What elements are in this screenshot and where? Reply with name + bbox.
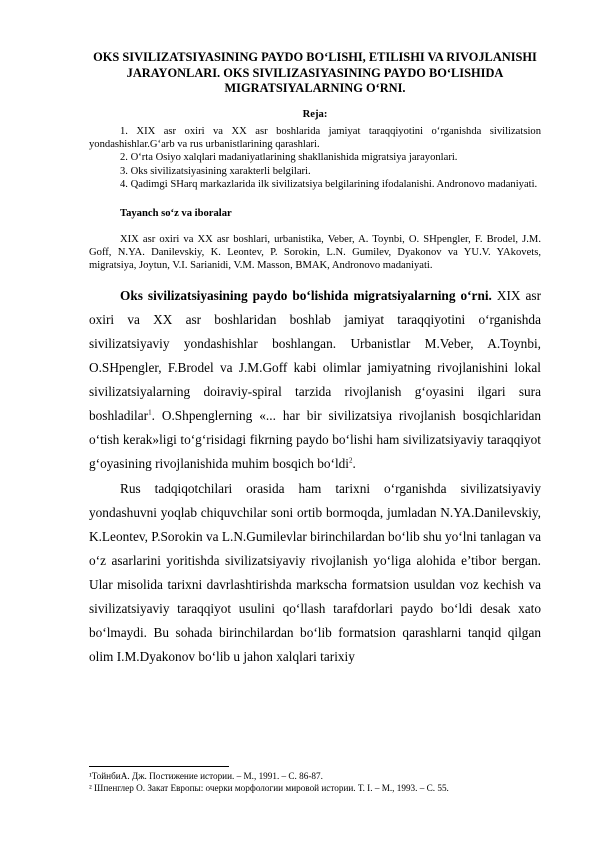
footnote-1: ¹ТойнбиА. Дж. Постижение истории. – М., 1991. – С. 86-87.: [89, 771, 323, 781]
keywords-text: XIX asr oxiri va XX asr boshlari, urbanistika, Veber, A. Toynbi, O. SHpengler, F. Brodel, J.M. Goff, N.YA. Danilevskiy, K. Leontev, P. Sorokin, L.N. Gumilev, Dyakonov va YU.V. YAkovets, migratsiya, Joytun, V.I. Sarianidi, V.M. Masson, BMAK, Andronovo madaniyati.: [89, 233, 541, 272]
footnotes: [89, 770, 541, 794]
page-title: OKS SIVILIZATSIYASINING PAYDO BO‘LISHI, ETILISHI VA RIVOJLANISHI JARAYONLARI. OKS SIVILIZASIYASINING PAYDO BO‘LISHIDA MIGRATSIYALARNING O‘RNI.: [93, 50, 537, 95]
plan-item: 2. O‘rta Osiyo xalqlari madaniyatlarining shakllanishida migratsiya jarayonlari.: [120, 152, 458, 164]
body-text: .: [352, 456, 356, 472]
body-paragraph-2: Rus tadqiqotchilari orasida ham tarixni o‘rganishda sivilizatsiyaviy yondashuvni yoqlab chiquvchilar soni ortib bormoqda, jumladan N.YA.Danilevskiy, K.Leontev, P.Sorokin va L.N.Gumilevlar birinchilardan bo‘lib shu yo‘lni tanlagan va o‘z asarlarini yoritishda sivilizatsiyaviy rivojlanish yo‘liga alohida e’tibor bergan. Ular misolida tarixni davrlashtirishda markscha formatsion usuldan voz kechish va sivilizatsiyaviy taraqqiyot usulini qo‘llash tarafdorlari paydo bo‘ldi desak xato bo‘lmaydi. Bu sohada birinchilardan bo‘lib formatsion qarashlarni tanqid qilgan olim I.M.Dyakonov bo‘lib u jahon xalqlari tarixiy: [89, 480, 541, 665]
footnote-ref-1: 1: [148, 408, 152, 417]
plan-item: 1. XIX asr oxiri va XX asr boshlarida jamiyat taraqqiyotini o‘rganishda sivilizatsion yondashishlar.G‘arb va rus urbanistlarining qarashlari.: [89, 125, 541, 150]
body-paragraph-1: [89, 284, 541, 477]
footnote-2: ² Шпенглер О. Закат Европы: очерки морфологии мировой истории. Т. I. – М., 1993. – С. 55.: [89, 783, 449, 793]
keywords-heading: Tayanch so‘z va iboralar: [120, 207, 232, 219]
footnote-divider: [89, 766, 229, 767]
footnote-ref-2: 2: [349, 456, 353, 465]
body-text: . O.Shpenglerning «... har bir sivilizatsiya rivojlanish bosqichlaridan o‘tish kerak»ligi to‘g‘risidagi fikrning paydo bo‘lishi ham sivilizatsiyaviy taraqqiyot g‘oyasining rivojlanishida muhim bosqich bo‘ldi: [89, 408, 541, 472]
section-lead-heading: Oks sivilizatsiyasining paydo bo‘lishida migratsiyalarning o‘rni.: [120, 287, 492, 303]
body-text: XIX asr oxiri va XX asr boshlaridan boshlab jamiyat taraqqiyotini o‘rganishda sivilizatsiyaviy yondashishlar boshlangan. Urbanistlar M.Veber, A.Toynbi, O.SHpengler, F.Brodel va J.M.Goff kabi olimlar jamiyatning rivojlanishini lokal sivilizatsiyalarning doiraviy-spiral tarzida rivojlanish g‘oyasini ilgari sura boshladilar: [89, 287, 542, 424]
plan-heading: Reja:: [302, 108, 328, 120]
plan-item: 3. Oks sivilizatsiyasining xarakterli belgilari.: [120, 165, 311, 177]
plan-item: 4. Qadimgi SHarq markazlarida ilk sivilizatsiya belgilarining ifodalanishi. Andronovo madaniyati.: [120, 179, 538, 191]
